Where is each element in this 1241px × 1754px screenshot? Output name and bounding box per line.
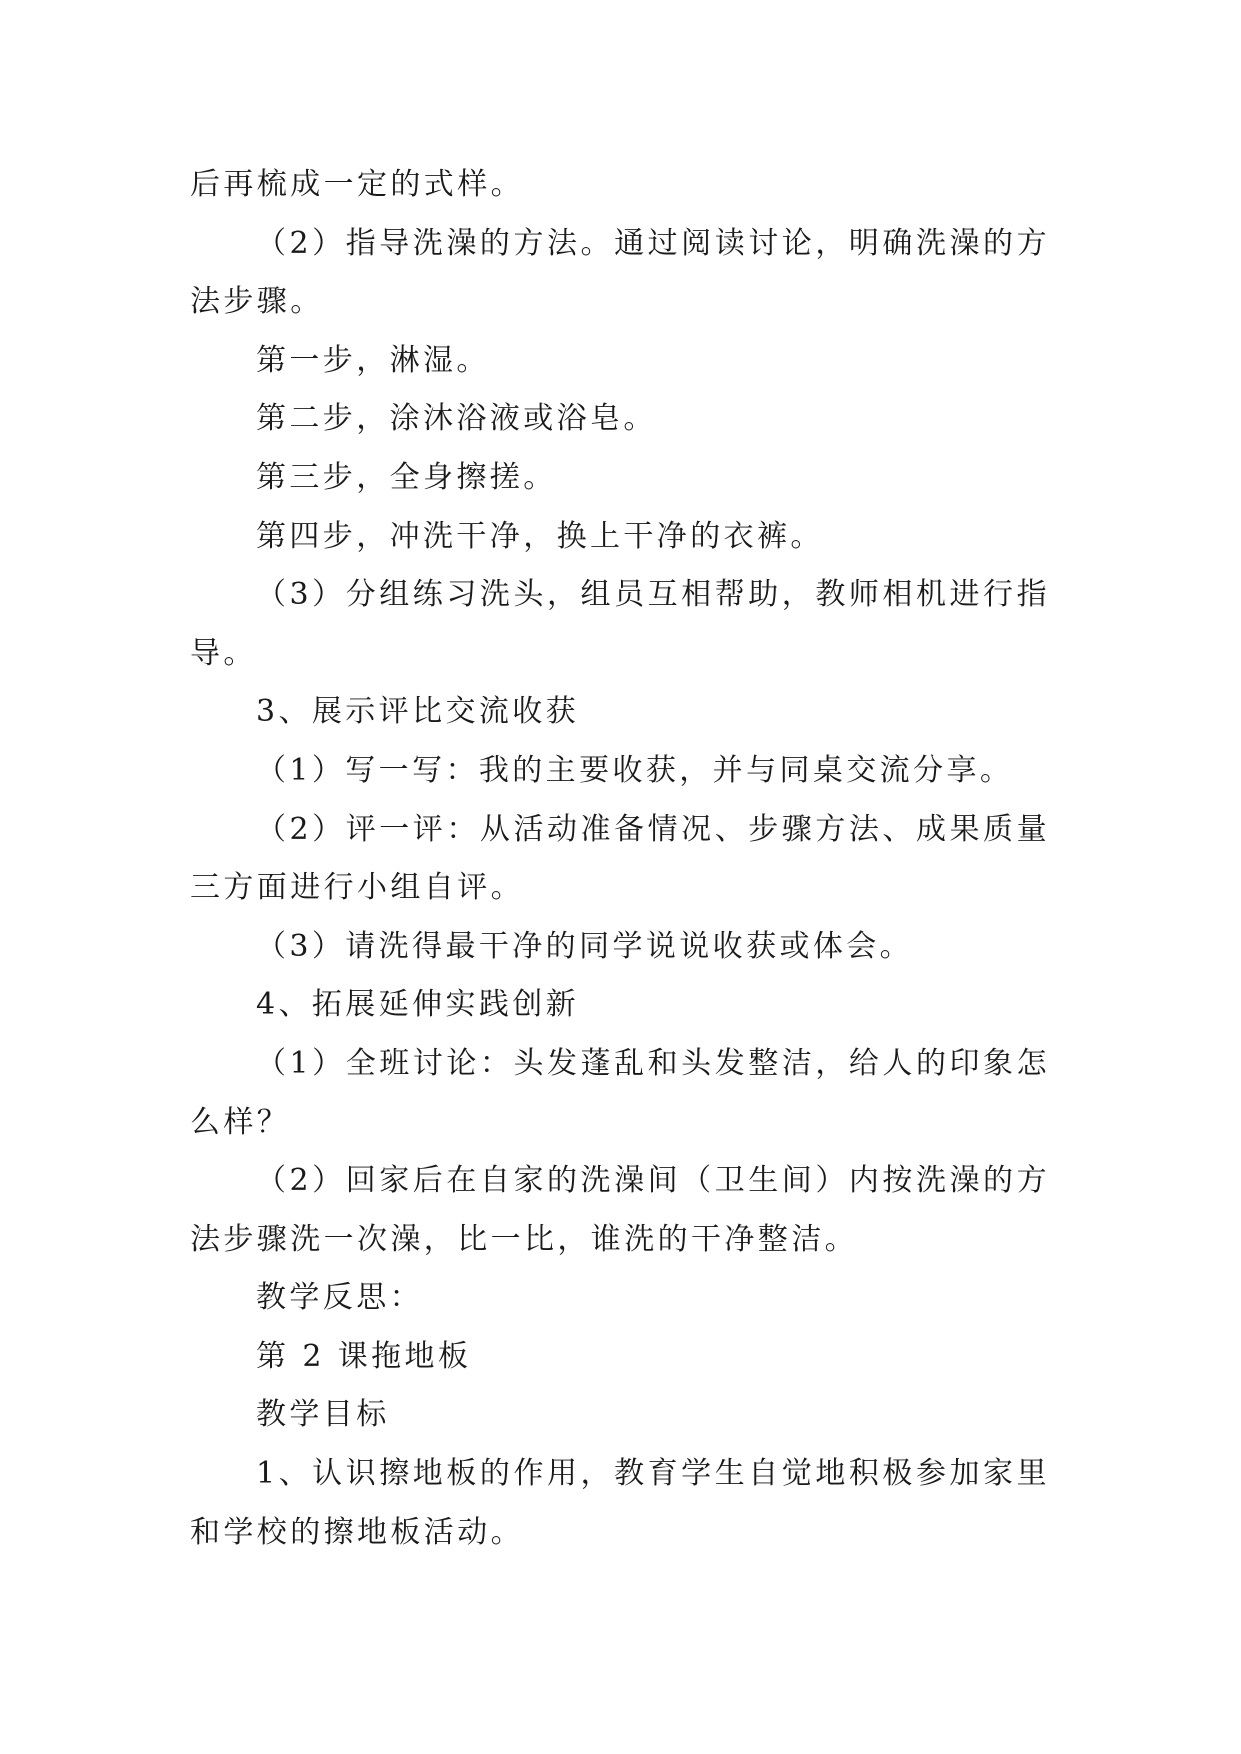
paragraph: （2）评一评：从活动准备情况、步骤方法、成果质量三方面进行小组自评。 bbox=[190, 811, 1050, 906]
document-body bbox=[190, 156, 1050, 1562]
paragraph: 后再梳成一定的式样。 bbox=[190, 167, 524, 202]
paragraph: 第一步，淋湿。 bbox=[256, 342, 490, 378]
paragraph: （2）回家后在自家的洗澡间（卫生间）内按洗澡的方法步骤洗一次澡，比一比，谁洗的干净整洁。 bbox=[190, 1163, 1050, 1257]
paragraph: 第二步，涂沐浴液或浴皂。 bbox=[256, 401, 657, 437]
section-heading: 3、展示评比交流收获 bbox=[256, 694, 580, 730]
section-heading: 教学目标 bbox=[256, 1397, 390, 1433]
paragraph: （1）全班讨论：头发蓬乱和头发整洁，给人的印象怎么样？ bbox=[190, 1045, 1050, 1140]
paragraph: （2）指导洗澡的方法。通过阅读讨论，明确洗澡的方法步骤。 bbox=[190, 225, 1050, 320]
paragraph: （3）请洗得最干净的同学说说收获或体会。 bbox=[256, 928, 914, 964]
lesson-title: 第 2 课拖地板 bbox=[256, 1338, 472, 1374]
paragraph: 第三步，全身擦搓。 bbox=[256, 459, 557, 495]
paragraph: （3）分组练习洗头，组员互相帮助，教师相机进行指导。 bbox=[190, 577, 1050, 671]
paragraph: （1）写一写：我的主要收获，并与同桌交流分享。 bbox=[256, 752, 1014, 788]
section-heading: 4、拓展延伸实践创新 bbox=[256, 987, 580, 1023]
paragraph: 第四步，冲洗干净，换上干净的衣裤。 bbox=[256, 518, 824, 554]
paragraph: 1、认识擦地板的作用，教育学生自觉地积极参加家里和学校的擦地板活动。 bbox=[190, 1456, 1050, 1550]
section-heading: 教学反思： bbox=[256, 1280, 423, 1316]
